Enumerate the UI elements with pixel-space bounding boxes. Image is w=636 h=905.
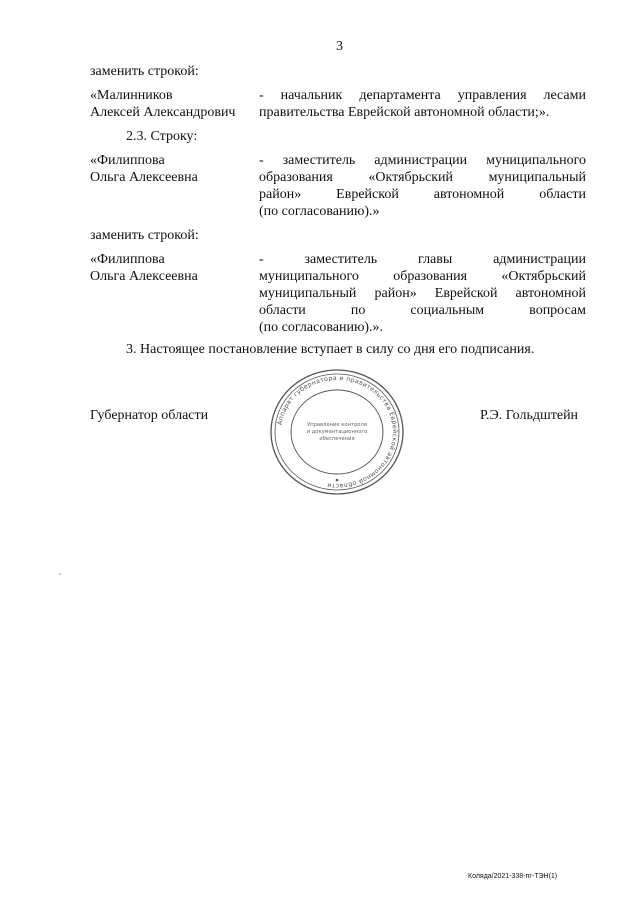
filippova-old-desc-4: (по согласованию).» bbox=[259, 204, 380, 219]
seal-inner-text-1: Управление контроля bbox=[307, 422, 367, 428]
filippova-new-desc-4: области по социальным вопросам bbox=[259, 303, 586, 318]
filippova-old-name-2: Ольга Алексеевна bbox=[90, 170, 198, 185]
seal-inner-text-2: и документационного bbox=[306, 429, 368, 435]
seal-star-icon bbox=[336, 479, 339, 482]
malinnikov-name-2: Алексей Александрович bbox=[90, 105, 236, 120]
item-2-3: 2.3. Строку: bbox=[126, 129, 198, 144]
filippova-new-name-1: «Филиппова bbox=[90, 252, 165, 267]
filippova-old-desc-1: - заместитель администрации муниципального bbox=[259, 153, 586, 168]
filippova-new-desc-3: муниципальный район» Еврейской автономной bbox=[259, 286, 586, 301]
replace-line-2: заменить строкой: bbox=[90, 228, 199, 243]
filippova-old-desc-3: район» Еврейской автономной области bbox=[259, 187, 586, 202]
document-code: Коляда/2021-338-пг-ТЭН(1) bbox=[468, 873, 558, 880]
seal-outer-text: Аппарат губернатора и правительства Еврейской автономной области bbox=[276, 374, 399, 490]
filippova-old-name-1: «Филиппова bbox=[90, 153, 165, 168]
filippova-old-desc-2: образования «Октябрьский муниципальный bbox=[259, 170, 586, 185]
official-seal bbox=[268, 366, 406, 498]
malinnikov-desc-1: - начальник департамента управления лесами bbox=[259, 88, 586, 103]
scan-speck bbox=[59, 573, 61, 575]
item-3: 3. Настоящее постановление вступает в силу со дня его подписания. bbox=[126, 342, 535, 357]
filippova-new-desc-5: (по согласованию).». bbox=[259, 320, 384, 335]
malinnikov-desc-2: правительства Еврейской автономной области;». bbox=[259, 105, 550, 120]
page-number: 3 bbox=[336, 39, 343, 54]
replace-line-1: заменить строкой: bbox=[90, 64, 199, 79]
seal-inner-text-3: обеспечения bbox=[319, 436, 355, 442]
filippova-new-desc-2: муниципального образования «Октябрьский bbox=[259, 269, 586, 284]
filippova-new-desc-1: - заместитель главы администрации bbox=[259, 252, 586, 267]
filippova-new-name-2: Ольга Алексеевна bbox=[90, 269, 198, 284]
malinnikov-name-1: «Малинников bbox=[90, 88, 173, 103]
signatory-position: Губернатор области bbox=[90, 408, 209, 423]
signatory-name: Р.Э. Гольдштейн bbox=[480, 408, 579, 423]
